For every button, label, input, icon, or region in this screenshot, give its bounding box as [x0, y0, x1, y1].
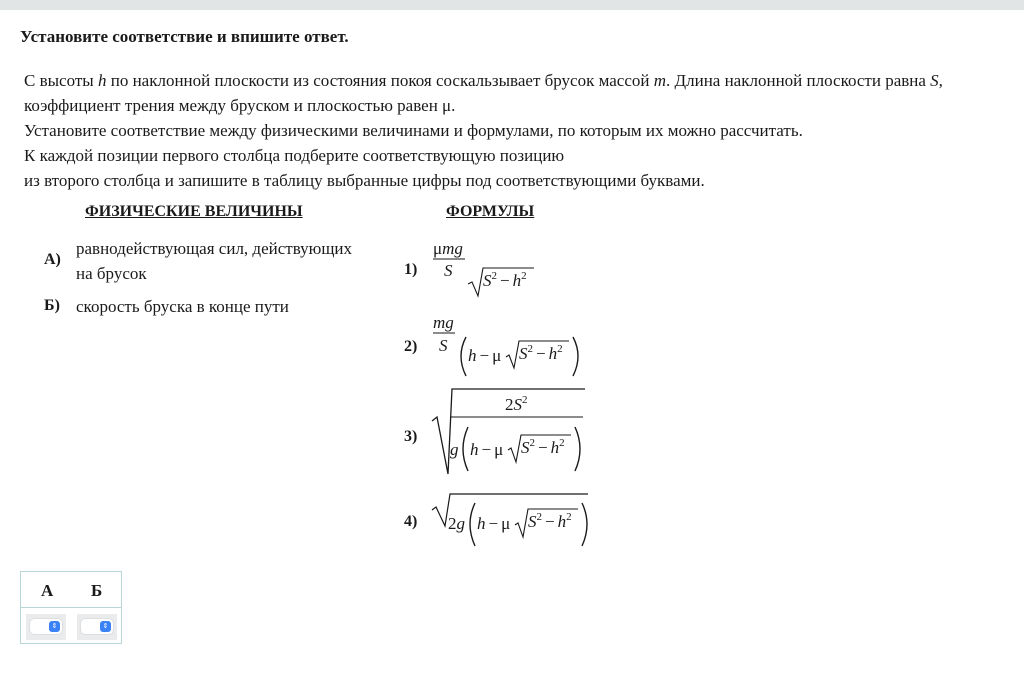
svg-text:S2−h2 [521, 437, 565, 457]
instruction-line: из второго столбца и запишите в таблицу выбранные цифры под соответствующими буквами. [24, 171, 705, 190]
glyph-minus: − [545, 512, 555, 531]
formula-4 [428, 490, 592, 552]
glyph-2: 2 [521, 270, 527, 282]
glyph-S: S [513, 395, 522, 414]
glyph-m: m [433, 313, 446, 332]
right-paren [573, 337, 578, 376]
glyph-S: S [519, 344, 528, 363]
text-fragment: С высоты [24, 71, 98, 90]
glyph-h: h [468, 346, 477, 365]
answer-table-header [21, 572, 121, 608]
answer-table [20, 571, 122, 644]
glyph-m: m [442, 239, 455, 258]
glyph-minus: − [538, 438, 548, 457]
text-fragment: , [938, 71, 943, 90]
glyph-minus: − [481, 440, 492, 459]
quantity-text-line: равнодействующая сил, действующих [76, 239, 353, 258]
answer-header-a: А [41, 581, 54, 600]
right-paren [575, 427, 580, 471]
answer-cell-a [26, 614, 66, 640]
glyph-mu: μ [492, 346, 502, 365]
glyph-g: g [454, 239, 463, 258]
answer-cell-b [77, 614, 117, 640]
formulas-header: ФОРМУЛЫ [446, 203, 535, 220]
formula-2 [428, 312, 588, 382]
formula-label-3: 3) [404, 428, 418, 445]
glyph-2: 2 [491, 270, 497, 282]
answer-header-b: Б [91, 581, 103, 600]
glyph-2: 2 [566, 511, 572, 523]
quantities-header: ФИЗИЧЕСКИЕ ВЕЛИЧИНЫ [85, 203, 303, 220]
problem-text [24, 68, 943, 118]
formula-label-4: 4) [404, 513, 418, 530]
variable-h: h [97, 71, 107, 90]
svg-text:h−μ [477, 514, 510, 533]
answer-select-b[interactable] [81, 619, 113, 634]
formula-1 [428, 236, 548, 300]
glyph-h: h [512, 271, 522, 290]
svg-text:h−μ [470, 440, 503, 459]
svg-text:S2−h2 [528, 511, 572, 531]
glyph-g: g [445, 313, 454, 332]
glyph-minus: − [536, 344, 546, 363]
formula-label-2: 2) [404, 338, 418, 355]
glyph-2: 2 [448, 514, 457, 533]
glyph-h: h [477, 514, 486, 533]
left-paren [463, 427, 468, 471]
glyph-h: h [550, 438, 560, 457]
glyph-h: h [548, 344, 558, 363]
glyph-2: 2 [527, 343, 533, 355]
glyph-mu: μ [501, 514, 511, 533]
glyph-2: 2 [522, 394, 528, 406]
left-paren [461, 337, 466, 376]
svg-text:2g [448, 514, 465, 533]
glyph-minus: − [479, 346, 490, 365]
glyph-S: S [483, 271, 492, 290]
task-title: Установите соответствие и впишите ответ. [20, 27, 349, 46]
formula-3 [428, 386, 590, 478]
glyph-S: S [444, 261, 453, 280]
glyph-2: 2 [557, 343, 563, 355]
instruction-line: К каждой позиции первого столбца подберите соответствующую позицию [24, 146, 565, 165]
glyph-2: 2 [536, 511, 542, 523]
instruction-line: Установите соответствие между физическими величинами и формулами, по которым их можно рассчитать. [24, 121, 803, 140]
glyph-S: S [439, 336, 448, 355]
glyph-mu: μ [494, 440, 504, 459]
answer-select-a[interactable] [30, 619, 62, 634]
chevron-up-down-icon[interactable]: ⇕ [49, 621, 60, 632]
glyph-g: g [456, 514, 465, 533]
formula-label-1: 1) [404, 261, 418, 278]
text-fragment: . Длина наклонной плоскости равна [666, 71, 931, 90]
quantity-label-b: Б) [44, 297, 60, 314]
chevron-up-down-icon[interactable]: ⇕ [100, 621, 111, 632]
glyph-mu: μ [433, 239, 443, 258]
glyph-2: 2 [529, 437, 535, 449]
glyph-S: S [528, 512, 537, 531]
variable-m: m [653, 71, 667, 90]
quantity-text-b: скорость бруска в конце пути [76, 297, 289, 316]
glyph-2: 2 [559, 437, 565, 449]
svg-text:h−μ [468, 346, 501, 365]
quantity-label-a: А) [44, 251, 61, 268]
svg-text:S2−h2 [519, 343, 563, 363]
svg-text:2S2 [505, 394, 528, 414]
glyph-S: S [521, 438, 530, 457]
svg-text:mg [433, 313, 454, 332]
glyph-h: h [470, 440, 479, 459]
quantity-text-line: на брусок [76, 264, 147, 283]
svg-text:S2−h2 [483, 270, 527, 290]
right-paren [582, 503, 587, 546]
glyph-g: g [450, 440, 459, 459]
top-bar [0, 0, 1024, 10]
variable-s: S [930, 71, 939, 90]
left-paren [470, 503, 475, 546]
glyph-minus: − [488, 514, 499, 533]
svg-text:μmg [433, 239, 463, 258]
text-fragment: по наклонной плоскости из состояния покоя соскальзывает брусок массой [106, 71, 654, 90]
text-fragment: коэффициент трения между бруском и плоскостью равен μ. [24, 96, 456, 115]
glyph-2: 2 [505, 395, 514, 414]
glyph-minus: − [500, 271, 510, 290]
glyph-h: h [557, 512, 567, 531]
quantity-text-a [76, 236, 352, 286]
